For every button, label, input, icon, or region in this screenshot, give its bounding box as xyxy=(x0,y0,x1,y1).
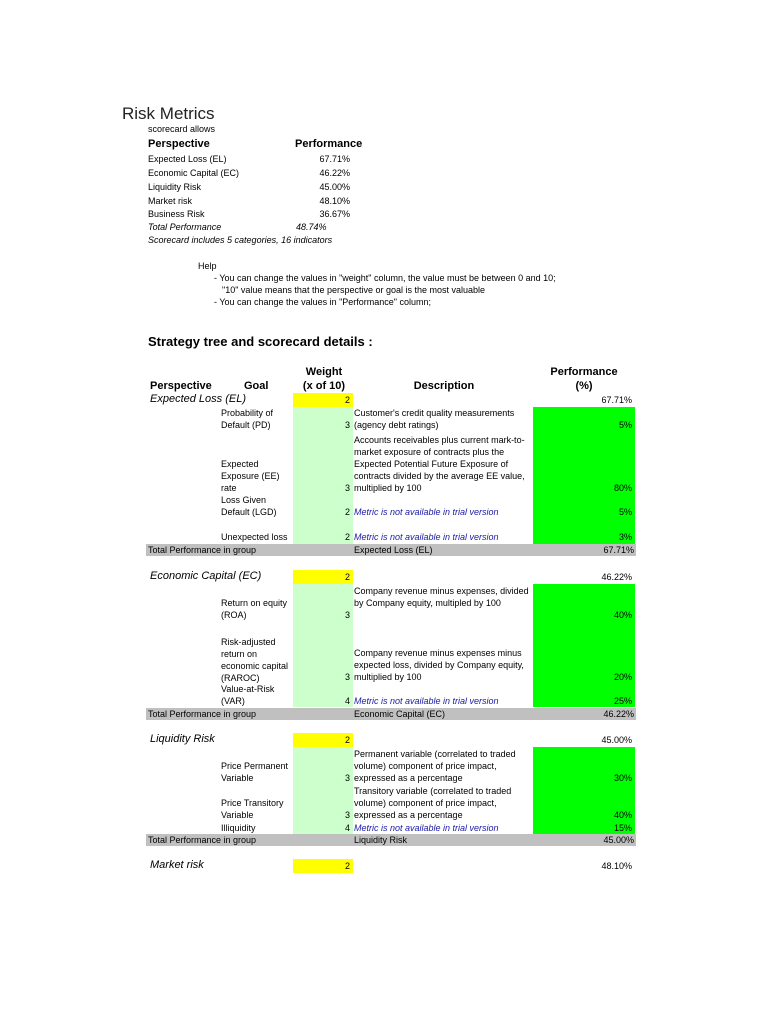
perspective-weight-input[interactable]: 2 xyxy=(293,859,353,873)
goal-description: Company revenue minus expenses, divided by Company equity, multipled by 100 xyxy=(354,586,529,608)
group-total-row xyxy=(146,544,636,556)
group-total-label: Total Performance in group xyxy=(148,545,257,555)
goal-performance-input[interactable]: 3% xyxy=(618,532,632,542)
goal-performance-input[interactable]: 40% xyxy=(613,610,632,620)
perspective-performance: 46.22% xyxy=(601,572,632,582)
group-total-perf: 45.00% xyxy=(603,835,634,845)
goal-weight-input[interactable]: 3 xyxy=(344,773,350,783)
goal-description: Metric is not available in trial version xyxy=(354,696,499,706)
goal-weight-input[interactable]: 2 xyxy=(344,507,350,517)
summary-row-name: Economic Capital (EC) xyxy=(148,168,240,178)
col-perspective: Perspective xyxy=(150,380,212,392)
group-total-row xyxy=(146,708,636,720)
perspective-name: Economic Capital (EC) xyxy=(150,570,262,582)
page-title: Risk Metrics xyxy=(122,104,215,123)
summary-row-value: 48.10% xyxy=(319,196,350,206)
group-total-perf: 67.71% xyxy=(603,545,634,555)
summary-col-performance: Performance xyxy=(295,138,363,150)
goal-performance-input[interactable]: 5% xyxy=(618,420,632,430)
perspective-performance: 45.00% xyxy=(601,735,632,745)
goal-description: Company revenue minus expenses minus expected loss, divided by Company equity, multiplied by 100 xyxy=(354,648,524,682)
summary-row-name: Liquidity Risk xyxy=(148,182,202,192)
group-total-name: Liquidity Risk xyxy=(354,835,408,845)
goal-label: Expected Exposure (EE) rate xyxy=(221,459,280,493)
goal-weight-input[interactable]: 4 xyxy=(344,696,350,706)
perspective-performance: 67.71% xyxy=(601,395,632,405)
summary-total-label: Total Performance xyxy=(148,222,222,232)
group-total-name: Economic Capital (EC) xyxy=(354,709,446,719)
col-weight-unit: (x of 10) xyxy=(302,380,346,392)
summary-row-value: 45.00% xyxy=(319,182,350,192)
col-weight: Weight xyxy=(305,366,343,378)
help-line: - You can change the values in "weight" column, the value must be between 0 and 10; xyxy=(214,273,556,283)
group-total-row xyxy=(146,834,636,846)
goal-performance-input[interactable]: 5% xyxy=(618,507,632,517)
goal-performance-input[interactable]: 15% xyxy=(613,823,632,833)
summary-row-name: Business Risk xyxy=(148,209,205,219)
col-performance-unit: (%) xyxy=(575,380,593,392)
goal-label: Value-at-Risk (VAR) xyxy=(221,684,275,706)
summary-row-name: Market risk xyxy=(148,196,193,206)
details-heading: Strategy tree and scorecard details : xyxy=(148,334,373,349)
goal-weight-input[interactable]: 2 xyxy=(344,532,350,542)
perspective-weight-input[interactable]: 2 xyxy=(293,570,353,584)
perspective-weight-input[interactable]: 2 xyxy=(293,393,353,407)
goal-description: Metric is not available in trial version xyxy=(354,823,499,833)
performance-column-fill xyxy=(533,584,635,707)
goal-performance-input[interactable]: 30% xyxy=(613,773,632,783)
goal-label: Probability of Default (PD) xyxy=(221,408,274,430)
goal-label: Unexpected loss xyxy=(221,532,288,542)
group-total-perf: 46.22% xyxy=(603,709,634,719)
summary-total-value: 48.74% xyxy=(296,222,327,232)
perspective-name: Liquidity Risk xyxy=(150,733,215,745)
goal-label: Return on equity (ROA) xyxy=(221,598,288,620)
goal-performance-input[interactable]: 20% xyxy=(613,672,632,682)
goal-weight-input[interactable]: 3 xyxy=(344,672,350,682)
col-performance: Performance xyxy=(550,366,618,378)
perspective-name: Expected Loss (EL) xyxy=(150,393,246,405)
summary-row-value: 46.22% xyxy=(319,168,350,178)
goal-performance-input[interactable]: 40% xyxy=(613,810,632,820)
group-total-name: Expected Loss (EL) xyxy=(354,545,433,555)
goal-weight-input[interactable]: 3 xyxy=(344,810,350,820)
goal-weight-input[interactable]: 4 xyxy=(344,823,350,833)
goal-description: Transitory variable (correlated to traded volume) component of price impact, expressed as a percentage xyxy=(354,786,512,820)
perspective-name: Market risk xyxy=(150,859,204,871)
goal-description: Accounts receivables plus current mark-to-market exposure of contracts plus the Expected Potential Future Exposure of contracts divided by the average EE value, multiplied by 100 xyxy=(354,435,525,493)
help-label: Help xyxy=(198,261,217,271)
goal-description: Metric is not available in trial version xyxy=(354,532,499,542)
goal-label: Price Transitory Variable xyxy=(221,798,284,820)
summary-row-value: 36.67% xyxy=(319,209,350,219)
goal-weight-input[interactable]: 3 xyxy=(344,610,350,620)
col-description: Description xyxy=(413,380,475,392)
col-goal: Goal xyxy=(244,380,269,392)
summary-includes: Scorecard includes 5 categories, 16 indicators xyxy=(148,235,333,245)
goal-description: Permanent variable (correlated to traded volume) component of price impact, expressed as a percentage xyxy=(354,749,516,783)
help-line: - You can change the values in "Performance" column; xyxy=(214,297,432,307)
perspective-weight-input[interactable]: 2 xyxy=(293,733,353,747)
perspective-performance: 48.10% xyxy=(601,861,632,871)
goal-description: Customer's credit quality measurements (agency debt ratings) xyxy=(354,408,515,430)
goal-performance-input[interactable]: 80% xyxy=(613,483,632,493)
goal-description: Metric is not available in trial version xyxy=(354,507,499,517)
goal-label: Risk-adjusted return on economic capital (RAROC) xyxy=(221,637,289,683)
group-total-label: Total Performance in group xyxy=(148,709,257,719)
goal-label: Loss Given Default (LGD) xyxy=(221,495,277,517)
weight-column-fill xyxy=(293,584,353,707)
goal-label: Illiquidity xyxy=(221,823,256,833)
goal-weight-input[interactable]: 3 xyxy=(344,483,350,493)
goal-label: Price Permanent Variable xyxy=(221,761,289,783)
help-line: "10" value means that the perspective or goal is the most valuable xyxy=(222,285,486,295)
summary-row-value: 67.71% xyxy=(319,154,350,164)
summary-row-name: Expected Loss (EL) xyxy=(148,154,227,164)
summary-col-perspective: Perspective xyxy=(148,138,210,150)
page-subtitle: scorecard allows xyxy=(148,124,216,134)
goal-weight-input[interactable]: 3 xyxy=(344,420,350,430)
goal-performance-input[interactable]: 25% xyxy=(613,696,632,706)
group-total-label: Total Performance in group xyxy=(148,835,257,845)
